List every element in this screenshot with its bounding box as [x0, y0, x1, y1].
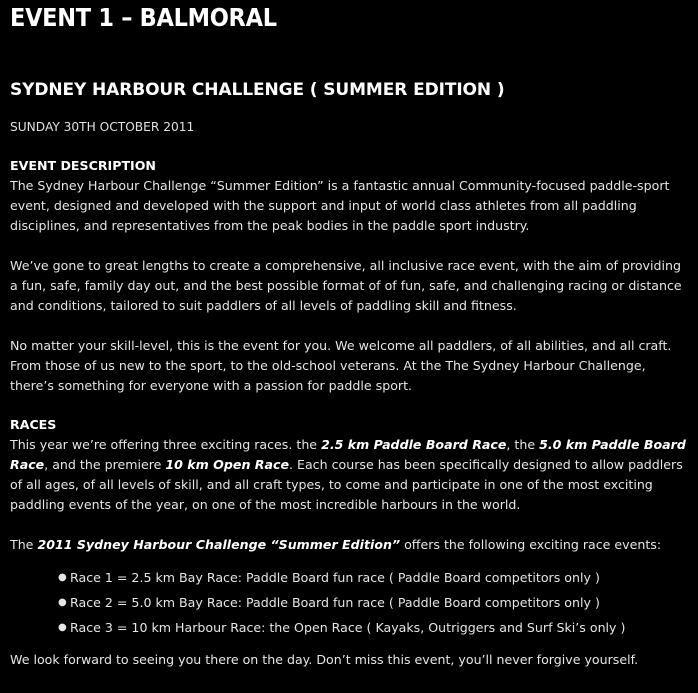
- race-list-item: [60, 565, 688, 590]
- races-intro: [10, 435, 688, 515]
- race-b-name: 5.0 km Paddle Board Race: [10, 437, 686, 472]
- bullet-icon: ●: [58, 572, 67, 583]
- race-list-item: [60, 590, 688, 615]
- closing-paragraph: We look forward to seeing you there on the day. Don’t miss this event, you’ll never forgive yourself.: [10, 652, 639, 667]
- race-list-item-text: Race 1 = 2.5 km Bay Race: Paddle Board fun race ( Paddle Board competitors only ): [70, 570, 600, 585]
- event-title: EVENT 1 – BALMORAL: [10, 3, 277, 32]
- races-heading: RACES: [10, 417, 57, 432]
- races-offer: [10, 535, 688, 555]
- bullet-icon: ●: [58, 597, 67, 608]
- races-intro-text-2: , the: [506, 437, 540, 452]
- race-list-item: [60, 615, 688, 640]
- event-edition-name: 2011 Sydney Harbour Challenge “Summer Edition”: [37, 537, 401, 552]
- race-list-item-text: Race 2 = 5.0 km Bay Race: Paddle Board fun race ( Paddle Board competitors only ): [70, 595, 600, 610]
- description-paragraph-2: We’ve gone to great lengths to create a comprehensive, all inclusive race event, with the aim of providing a fun, safe, family day out, and the best possible format of of fun, safe, and challenging racing or distance and conditions, tailored to suit paddlers of all levels of paddling skill and fitness.: [10, 258, 682, 313]
- race-list-item-text: Race 3 = 10 km Harbour Race: the Open Race ( Kayaks, Outriggers and Surf Ski’s only ): [70, 620, 626, 635]
- races-offer-text-1: The: [10, 537, 38, 552]
- description-heading: EVENT DESCRIPTION: [10, 158, 156, 173]
- races-offer-text-2: offers the following exciting race events:: [400, 537, 662, 552]
- race-a-name: 2.5 km Paddle Board Race: [321, 437, 507, 452]
- races-intro-text-1: This year we’re offering three exciting races. the: [10, 437, 322, 452]
- races-intro-text-4: . Each course has been specifically designed to allow paddlers of all ages, of all levels of skill, and all craft types, to come and participate in one of the most exciting paddling events of the year, on one of the most incredible harbours in the world.: [10, 457, 683, 512]
- event-date: SUNDAY 30TH OCTOBER 2011: [10, 120, 195, 134]
- event-subtitle: SYDNEY HARBOUR CHALLENGE ( SUMMER EDITION ): [10, 80, 505, 100]
- races-intro-text-3: , and the premiere: [44, 457, 166, 472]
- bullet-icon: ●: [58, 622, 67, 633]
- race-list: [10, 565, 688, 640]
- description-paragraph-1: The Sydney Harbour Challenge “Summer Edition” is a fantastic annual Community-focused paddle-sport event, designed and developed with the support and input of world class athletes from all paddling disciplines, and representatives from the peak bodies in the paddle sport industry.: [10, 178, 670, 233]
- description-paragraph-3: No matter your skill-level, this is the event for you. We welcome all paddlers, of all abilities, and all craft. From those of us new to the sport, to the old-school veterans. At the The Sydney Harbour Challenge, there’s something for everyone with a passion for paddle sport.: [10, 338, 672, 393]
- race-c-name: 10 km Open Race: [165, 457, 289, 472]
